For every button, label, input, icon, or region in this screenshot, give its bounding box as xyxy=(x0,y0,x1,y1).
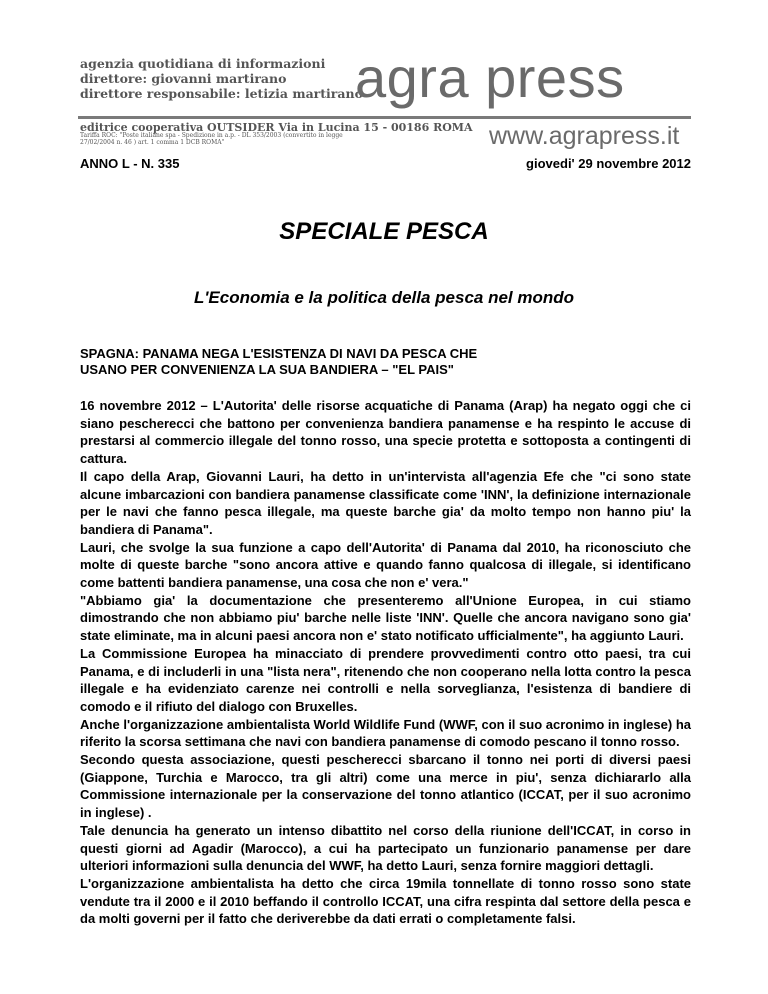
article-paragraph: 16 novembre 2012 – L'Autorita' delle risorse acquatiche di Panama (Arap) ha negato oggi che ci siano pescherecci che battono per convenienza bandiera panamense e ha respinto le accuse di prestarsi al commercio illegale del tonno rosso, una specie protetta e sottoposta a contingenti di cattura. xyxy=(80,398,691,467)
issue-number: ANNO L - N. 335 xyxy=(80,156,180,171)
masthead-divider xyxy=(78,116,691,119)
article-paragraph: La Commissione Europea ha minacciato di prendere provvedimenti contro otto paesi, tra cui Panama, e di includerli in una "lista nera", ritenendo che non cooperano nella lotta contro la pesca illegale e ha evidenziato carenze nei controlli e nella sorveglianza, l'esistenza di bandiere di comodo e il rifiuto del dialogo con Bruxelles. xyxy=(80,645,691,714)
article-paragraph: Tale denuncia ha generato un intenso dibattito nel corso della riunione dell'ICCAT, in corso in questi giorni ad Agadir (Marocco), a cui ha partecipato un funzionario panamense per dare ulteriori informazioni sulla denuncia del WWF, ha detto Lauri, senza fornire maggiori dettagli. xyxy=(80,822,691,874)
agency-info xyxy=(80,56,380,101)
responsible-director-line: direttore responsabile: letizia martirano xyxy=(80,86,363,101)
article-headline xyxy=(80,346,691,378)
article-paragraph: L'organizzazione ambientalista ha detto che circa 19mila tonnellate di tonno rosso sono state vendute tra il 2000 e il 2010 beffando il controllo ICCAT, una cifra respinta dal settore della pesca e da molti governi per il fatto che deriverebbe da dati errati o completamente falsi. xyxy=(80,875,691,927)
publisher-line: editrice cooperativa OUTSIDER Via in Lucina 15 - 00186 ROMA xyxy=(80,121,473,134)
publisher-info xyxy=(80,121,473,146)
page-title: SPECIALE PESCA xyxy=(279,218,489,245)
brand-logo: agra press xyxy=(355,46,625,109)
agency-description: agenzia quotidiana di informazioni xyxy=(80,56,326,71)
article-paragraph: "Abbiamo gia' la documentazione che presenteremo all'Unione Europea, in cui stiamo dimostrando che non abbiamo piu' barche nelle liste 'INN'. Quelle che ancora navigano sono gia' state eliminate, ma in alcuni paesi ancora non e' stato notificato ufficialmente", ha aggiunto Lauri. xyxy=(80,592,691,644)
tariff-line-continued: 27/02/2004 n. 46 ) art. 1 comma 1 DCB ROMA" xyxy=(80,139,225,146)
tariff-line: Tariffa ROC: "Poste italiane spa - Spedizione in a.p. - DL 353/2003 (convertito in legge xyxy=(80,132,343,139)
article-body xyxy=(80,397,691,928)
director-line: direttore: giovanni martirano xyxy=(80,71,287,86)
headline-line: USANO PER CONVENIENZA LA SUA BANDIERA – "EL PAIS" xyxy=(80,362,454,377)
headline-line: SPAGNA: PANAMA NEGA L'ESISTENZA DI NAVI DA PESCA CHE xyxy=(80,346,478,361)
article-paragraph: Secondo questa associazione, questi pescherecci sbarcano il tonno nei porti di diversi paesi (Giappone, Turchia e Marocco, tra gli altri) come una merce in piu', senza dichiararlo alla Commissione internazionale per la conservazione del tonno atlantico (ICCAT, per il suo acronimo in inglese) . xyxy=(80,752,691,821)
issue-date: giovedi' 29 novembre 2012 xyxy=(526,156,691,171)
article-paragraph: Anche l'organizzazione ambientalista World Wildlife Fund (WWF, con il suo acronimo in inglese) ha riferito la scorsa settimana che navi con bandiera panamense di comodo pescano il tonno rosso. xyxy=(80,716,691,750)
article-paragraph: Il capo della Arap, Giovanni Lauri, ha detto in un'intervista all'agenzia Efe che "ci sono state alcune imbarcazioni con bandiera panamense classificate come 'INN', la definizione internazionale per le navi che fanno pesca illegale, ma queste barche gia' da molto tempo non hanno piu' la bandiera di Panama". xyxy=(80,468,691,537)
page-subtitle: L'Economia e la politica della pesca nel mondo xyxy=(193,288,575,307)
website-url: www.agrapress.it xyxy=(489,122,680,150)
article-paragraph: Lauri, che svolge la sua funzione a capo dell'Autorita' di Panama dal 2010, ha riconosciuto che molte di queste barche "sono ancora attive e quando fanno qualcosa di illegale, si identificano come battenti bandiera panamense, una cosa che non e' vera." xyxy=(80,539,691,591)
